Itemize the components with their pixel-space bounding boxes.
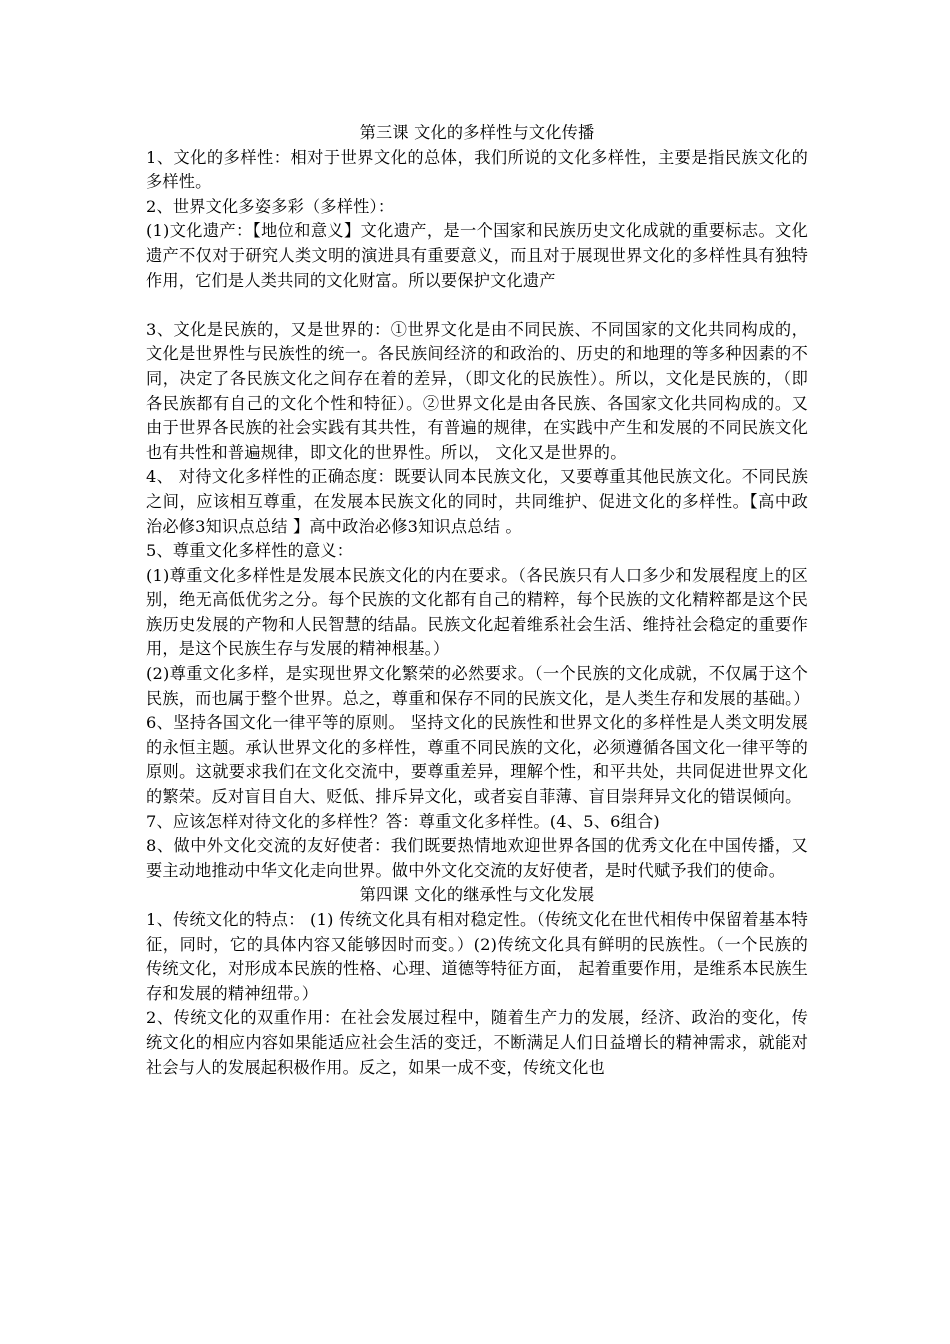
lesson4-title: 第四课 文化的继承性与文化发展 [359, 885, 595, 905]
lesson3-paragraph-2: 2、世界文化多姿多彩（多样性）： [146, 196, 395, 216]
lesson3-paragraph-1: 1、文化的多样性：相对于世界文化的总体，我们所说的文化多样性，主要是指民族文化的多样性。 [146, 147, 808, 192]
lesson3-paragraph-11: 8、做中外文化交流的友好使者：我们既要热情地欢迎世界各国的优秀文化在中国传播，又要主动地推动中华文化走向世界。做中外文化交流的友好使者，是时代赋予我们的使命。 [146, 836, 808, 880]
lesson3-paragraph-9: 6、坚持各国文化一律平等的原则。 坚持文化的民族性和世界文化的多样性是人类文明发展的永恒主题。承认世界文化的多样性，尊重不同民族的文化，必须遵循各国文化一律平等的原则。这就要求我们在文化交流中，要尊重差异，理解个性，和平共处，共同促进世界文化的繁荣。反对盲目自大、贬低、排斥异文化，或者妄自菲薄、盲目崇拜异文化的错误倾向。 [146, 713, 808, 807]
lesson3-paragraph-3: (1)文化遗产：【地位和意义】文化遗产，是一个国家和民族历史文化成就的重要标志。文化遗产不仅对于研究人类文明的演进具有重要意义，而且对于展现世界文化的多样性具有独特作用，它们是人类共同的文化财富。所以要保护文化遗产 [146, 221, 808, 290]
lesson3-title: 第三课 文化的多样性与文化传播 [359, 123, 595, 142]
lesson3-paragraph-5: 4、 对待文化多样性的正确态度：既要认同本民族文化，又要尊重其他民族文化。不同民族之间，应该相互尊重，在发展本民族文化的同时，共同维护、促进文化的多样性。【高中政治必修3知识点总结 】高中政治必修3知识点总结 。 [146, 467, 808, 536]
blank-line [146, 293, 808, 318]
lesson3-paragraph-10: 7、应该怎样对待文化的多样性？答：尊重文化多样性。(4、5、6组合) [146, 811, 660, 831]
lesson4-paragraph-1: 1、传统文化的特点： (1) 传统文化具有相对稳定性。（传统文化在世代相传中保留着基本特征，同时，它的具体内容又能够因时而变。）(2)传统文化具有鲜明的民族性。（一个民族的传统文化，对形成本民族的性格、心理、道德等特征方面， 起着重要作用，是维系本民族生存和发展的精神纽带。） [146, 910, 808, 1003]
lesson3-paragraph-6: 5、尊重文化多样性的意义： [146, 541, 354, 561]
lesson4-paragraph-2: 2、传统文化的双重作用：在社会发展过程中，随着生产力的发展，经济、政治的变化，传统文化的相应内容如果能适应社会生活的变迁，不断满足人们日益增长的精神需求，就能对社会与人的发展起积极作用。反之，如果一成不变，传统文化也 [146, 1008, 808, 1077]
lesson3-paragraph-7: (1)尊重文化多样性是发展本民族文化的内在要求。（各民族只有人口多少和发展程度上的区别，绝无高低优劣之分。每个民族的文化都有自己的精粹，每个民族的文化精粹都是这个民族历史发展的产物和人民智慧的结晶。民族文化起着维系社会生活、维持社会稳定的重要作用，是这个民族生存与发展的精神根基。） [146, 565, 808, 659]
lesson3-paragraph-4: 3、文化是民族的，又是世界的：①世界文化是由不同民族、不同国家的文化共同构成的，文化是世界性与民族性的统一。各民族间经济的和政治的、历史的和地理的等多种因素的不同，决定了各民族文化之间存在着的差异，（即文化的民族性）。所以，文化是民族的，（即各民族都有自己的文化个性和特征）。②世界文化是由各民族、各国家文化共同构成的。又由于世界各民族的社会实践有其共性，有普遍的规律，在实践中产生和发展的不同民族文化也有共性和普遍规律，即文化的世界性。所以， 文化又是世界的。 [146, 319, 808, 462]
lesson3-paragraph-8: (2)尊重文化多样，是实现世界文化繁荣的必然要求。（一个民族的文化成就，不仅属于这个民族，而也属于整个世界。总之，尊重和保存不同的民族文化，是人类生存和发展的基础。） [146, 664, 810, 708]
document-page [146, 121, 808, 1080]
